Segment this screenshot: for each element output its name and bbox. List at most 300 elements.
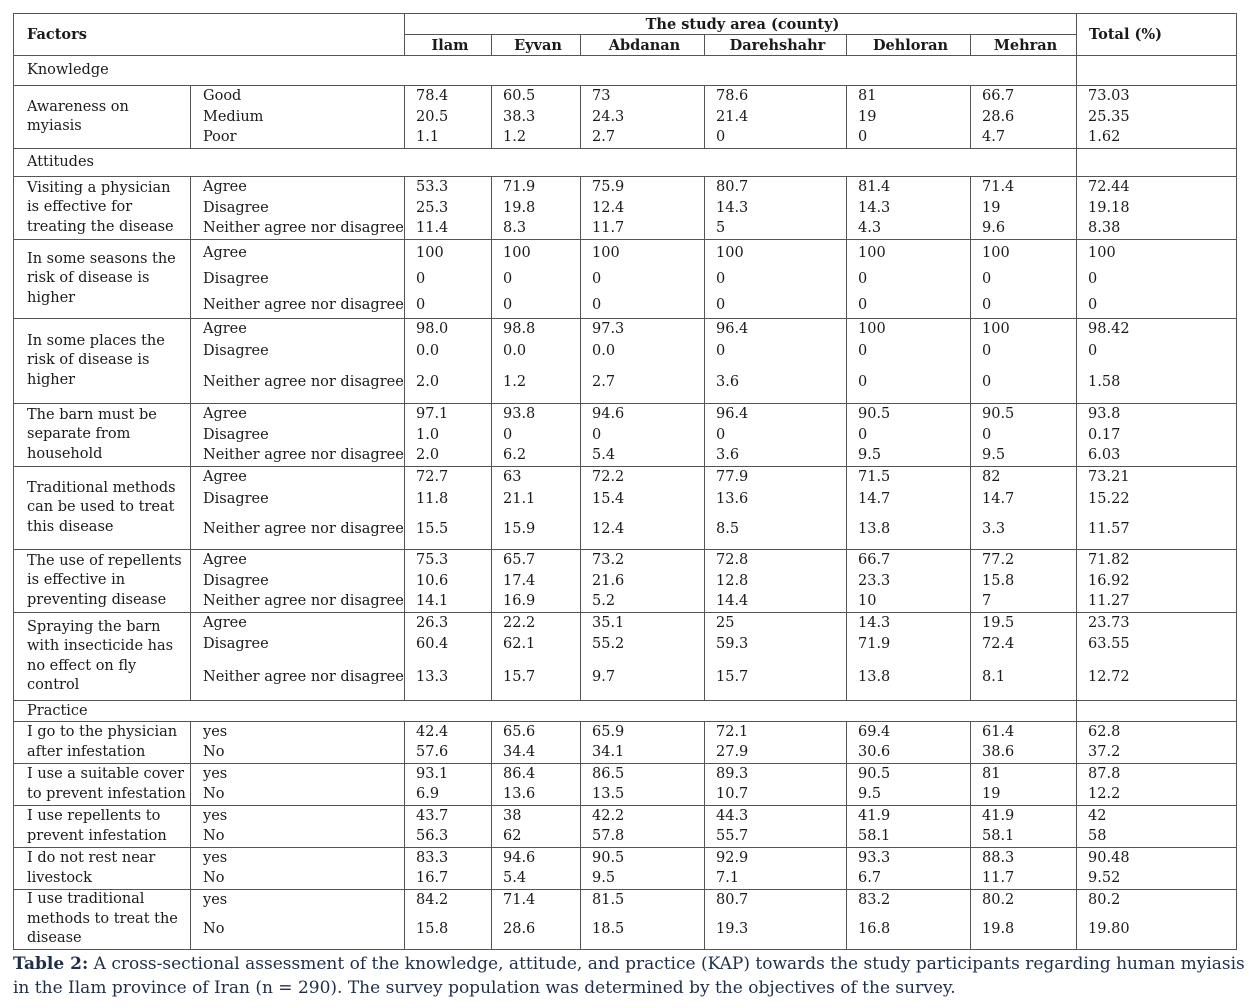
value-cell: 93.8 — [492, 404, 581, 425]
response-level: yes — [191, 806, 405, 827]
value-cell: 21.1 — [492, 489, 581, 511]
value-cell: 71.4 — [971, 177, 1077, 198]
total-cell: 16.92 — [1077, 571, 1237, 592]
response-level: Agree — [191, 177, 405, 198]
value-cell: 66.7 — [847, 550, 971, 571]
value-cell: 100 — [405, 240, 492, 267]
value-cell: 0 — [971, 363, 1077, 404]
response-level: Neither agree nor disagree — [191, 511, 405, 550]
caption-label: Table 2: — [13, 954, 89, 974]
factor-label: I use repellents to prevent infestation — [14, 806, 191, 848]
value-cell: 57.6 — [405, 743, 492, 764]
value-cell: 8.3 — [492, 219, 581, 240]
table-row — [14, 743, 1237, 764]
value-cell: 24.3 — [581, 107, 705, 128]
value-cell: 16.8 — [847, 911, 971, 950]
value-cell: 0 — [971, 293, 1077, 319]
value-cell: 72.8 — [705, 550, 847, 571]
value-cell: 41.9 — [847, 806, 971, 827]
total-cell: 87.8 — [1077, 764, 1237, 785]
total-cell: 1.58 — [1077, 363, 1237, 404]
study-area-header: The study area (county) — [405, 14, 1077, 35]
value-cell: 100 — [705, 240, 847, 267]
value-cell: 53.3 — [405, 177, 492, 198]
response-level: Disagree — [191, 425, 405, 446]
value-cell: 19 — [971, 198, 1077, 219]
value-cell: 100 — [847, 319, 971, 341]
factor-label: Traditional methods can be used to treat this disease — [14, 467, 191, 550]
value-cell: 55.2 — [581, 634, 705, 655]
value-cell: 10.7 — [705, 785, 847, 806]
response-level: Neither agree nor disagree — [191, 592, 405, 613]
value-cell: 86.5 — [581, 764, 705, 785]
value-cell: 42.4 — [405, 722, 492, 743]
value-cell: 13.3 — [405, 655, 492, 701]
response-level: yes — [191, 890, 405, 911]
value-cell: 71.9 — [492, 177, 581, 198]
value-cell: 3.3 — [971, 511, 1077, 550]
value-cell: 14.3 — [705, 198, 847, 219]
table-row — [14, 177, 1237, 198]
total-cell: 0 — [1077, 267, 1237, 293]
value-cell: 8.1 — [971, 655, 1077, 701]
caption-text: A cross-sectional assessment of the knowledge, attitude, and practice (KAP) towards the study participants regarding human myiasis in the Ilam province of Iran (n = 290). The survey population was determined by the objectives of the survey. — [13, 954, 1245, 998]
value-cell: 25.3 — [405, 198, 492, 219]
factor-label: I do not rest near livestock — [14, 848, 191, 890]
response-level: Disagree — [191, 198, 405, 219]
value-cell: 3.6 — [705, 446, 847, 467]
response-level: yes — [191, 722, 405, 743]
value-cell: 12.4 — [581, 511, 705, 550]
table-row — [14, 911, 1237, 950]
total-cell: 9.52 — [1077, 869, 1237, 890]
value-cell: 22.2 — [492, 613, 581, 634]
factor-label: The use of repellents is effective in preventing disease — [14, 550, 191, 613]
value-cell: 0 — [405, 293, 492, 319]
table-row — [14, 634, 1237, 655]
table-row — [14, 848, 1237, 869]
value-cell: 0 — [581, 267, 705, 293]
total-cell: 25.35 — [1077, 107, 1237, 128]
table-row — [14, 240, 1237, 267]
total-cell: 0 — [1077, 341, 1237, 363]
factor-label: Awareness on myiasis — [14, 86, 191, 149]
value-cell: 0 — [847, 363, 971, 404]
value-cell: 97.1 — [405, 404, 492, 425]
value-cell: 0 — [971, 341, 1077, 363]
value-cell: 16.7 — [405, 869, 492, 890]
section-title: Practice — [14, 701, 1077, 722]
value-cell: 11.4 — [405, 219, 492, 240]
total-cell: 62.8 — [1077, 722, 1237, 743]
value-cell: 72.2 — [581, 467, 705, 489]
response-level: Disagree — [191, 489, 405, 511]
value-cell: 100 — [971, 240, 1077, 267]
total-cell: 19.18 — [1077, 198, 1237, 219]
value-cell: 60.4 — [405, 634, 492, 655]
value-cell: 13.8 — [847, 511, 971, 550]
value-cell: 71.4 — [492, 890, 581, 911]
factor-label: I use traditional methods to treat the disease — [14, 890, 191, 950]
value-cell: 15.8 — [405, 911, 492, 950]
value-cell: 34.1 — [581, 743, 705, 764]
value-cell: 0 — [971, 425, 1077, 446]
value-cell: 14.3 — [847, 198, 971, 219]
table-caption — [13, 953, 1245, 1000]
value-cell: 63 — [492, 467, 581, 489]
value-cell: 4.3 — [847, 219, 971, 240]
value-cell: 96.4 — [705, 404, 847, 425]
value-cell: 38.3 — [492, 107, 581, 128]
table-row — [14, 550, 1237, 571]
response-level: Good — [191, 86, 405, 107]
value-cell: 0 — [847, 293, 971, 319]
value-cell: 72.7 — [405, 467, 492, 489]
value-cell: 0 — [971, 267, 1077, 293]
value-cell: 80.7 — [705, 890, 847, 911]
value-cell: 93.1 — [405, 764, 492, 785]
total-cell: 63.55 — [1077, 634, 1237, 655]
table-row — [14, 764, 1237, 785]
total-cell: 12.2 — [1077, 785, 1237, 806]
value-cell: 10 — [847, 592, 971, 613]
value-cell: 43.7 — [405, 806, 492, 827]
value-cell: 1.0 — [405, 425, 492, 446]
value-cell: 14.3 — [847, 613, 971, 634]
value-cell: 19.3 — [705, 911, 847, 950]
table-row — [14, 571, 1237, 592]
table-body — [14, 56, 1237, 950]
value-cell: 86.4 — [492, 764, 581, 785]
value-cell: 80.7 — [705, 177, 847, 198]
value-cell: 75.9 — [581, 177, 705, 198]
value-cell: 21.6 — [581, 571, 705, 592]
value-cell: 20.5 — [405, 107, 492, 128]
table-row — [14, 128, 1237, 149]
value-cell: 25 — [705, 613, 847, 634]
total-cell: 90.48 — [1077, 848, 1237, 869]
value-cell: 15.7 — [705, 655, 847, 701]
total-cell: 73.03 — [1077, 86, 1237, 107]
value-cell: 0 — [492, 425, 581, 446]
value-cell: 98.8 — [492, 319, 581, 341]
value-cell: 9.5 — [971, 446, 1077, 467]
value-cell: 35.1 — [581, 613, 705, 634]
total-cell: 98.42 — [1077, 319, 1237, 341]
value-cell: 14.1 — [405, 592, 492, 613]
response-level: Neither agree nor disagree — [191, 655, 405, 701]
factor-label: The barn must be separate from household — [14, 404, 191, 467]
response-level: No — [191, 743, 405, 764]
value-cell: 90.5 — [971, 404, 1077, 425]
response-level: Neither agree nor disagree — [191, 293, 405, 319]
value-cell: 0 — [847, 267, 971, 293]
value-cell: 0 — [581, 293, 705, 319]
value-cell: 96.4 — [705, 319, 847, 341]
total-cell: 15.22 — [1077, 489, 1237, 511]
value-cell: 0 — [705, 267, 847, 293]
total-cell: 42 — [1077, 806, 1237, 827]
value-cell: 65.9 — [581, 722, 705, 743]
section-row — [14, 701, 1237, 722]
value-cell: 7.1 — [705, 869, 847, 890]
value-cell: 72.4 — [971, 634, 1077, 655]
value-cell: 9.5 — [847, 446, 971, 467]
table-row — [14, 785, 1237, 806]
table-row — [14, 467, 1237, 489]
value-cell: 5.4 — [492, 869, 581, 890]
response-level: Neither agree nor disagree — [191, 363, 405, 404]
response-level: yes — [191, 848, 405, 869]
value-cell: 90.5 — [581, 848, 705, 869]
section-row — [14, 56, 1237, 86]
value-cell: 94.6 — [581, 404, 705, 425]
response-level: No — [191, 869, 405, 890]
table-row — [14, 341, 1237, 363]
value-cell: 0 — [847, 425, 971, 446]
value-cell: 0 — [705, 425, 847, 446]
value-cell: 93.3 — [847, 848, 971, 869]
value-cell: 84.2 — [405, 890, 492, 911]
value-cell: 19 — [971, 785, 1077, 806]
table-row — [14, 267, 1237, 293]
value-cell: 38 — [492, 806, 581, 827]
value-cell: 1.2 — [492, 128, 581, 149]
value-cell: 81.5 — [581, 890, 705, 911]
value-cell: 97.3 — [581, 319, 705, 341]
value-cell: 60.5 — [492, 86, 581, 107]
response-level: No — [191, 785, 405, 806]
value-cell: 5.2 — [581, 592, 705, 613]
value-cell: 0.0 — [581, 341, 705, 363]
total-cell: 72.44 — [1077, 177, 1237, 198]
total-cell: 0.17 — [1077, 425, 1237, 446]
value-cell: 80.2 — [971, 890, 1077, 911]
value-cell: 69.4 — [847, 722, 971, 743]
table-row — [14, 319, 1237, 341]
value-cell: 0 — [492, 293, 581, 319]
value-cell: 90.5 — [847, 764, 971, 785]
response-level: Agree — [191, 613, 405, 634]
value-cell: 88.3 — [971, 848, 1077, 869]
response-level: Disagree — [191, 571, 405, 592]
value-cell: 14.7 — [971, 489, 1077, 511]
value-cell: 100 — [581, 240, 705, 267]
value-cell: 94.6 — [492, 848, 581, 869]
section-title: Knowledge — [14, 56, 1077, 86]
section-title: Attitudes — [14, 149, 1077, 177]
value-cell: 83.2 — [847, 890, 971, 911]
value-cell: 58.1 — [971, 827, 1077, 848]
value-cell: 55.7 — [705, 827, 847, 848]
value-cell: 38.6 — [971, 743, 1077, 764]
response-level: Agree — [191, 404, 405, 425]
total-cell: 58 — [1077, 827, 1237, 848]
value-cell: 66.7 — [971, 86, 1077, 107]
total-cell: 71.82 — [1077, 550, 1237, 571]
value-cell: 81.4 — [847, 177, 971, 198]
value-cell: 4.7 — [971, 128, 1077, 149]
value-cell: 17.4 — [492, 571, 581, 592]
total-cell: 0 — [1077, 293, 1237, 319]
response-level: Agree — [191, 319, 405, 341]
value-cell: 11.7 — [581, 219, 705, 240]
value-cell: 13.5 — [581, 785, 705, 806]
section-total-blank — [1077, 701, 1237, 722]
value-cell: 100 — [492, 240, 581, 267]
factor-label: In some places the risk of disease is higher — [14, 319, 191, 404]
value-cell: 16.9 — [492, 592, 581, 613]
value-cell: 12.8 — [705, 571, 847, 592]
total-cell: 12.72 — [1077, 655, 1237, 701]
value-cell: 5 — [705, 219, 847, 240]
value-cell: 57.8 — [581, 827, 705, 848]
total-cell: 1.62 — [1077, 128, 1237, 149]
response-level: Agree — [191, 467, 405, 489]
total-cell: 6.03 — [1077, 446, 1237, 467]
value-cell: 2.7 — [581, 363, 705, 404]
table-row — [14, 827, 1237, 848]
value-cell: 6.9 — [405, 785, 492, 806]
value-cell: 19.8 — [971, 911, 1077, 950]
value-cell: 78.4 — [405, 86, 492, 107]
value-cell: 13.6 — [705, 489, 847, 511]
county-header-dehloran: Dehloran — [847, 35, 971, 56]
value-cell: 62.1 — [492, 634, 581, 655]
value-cell: 6.7 — [847, 869, 971, 890]
county-header-darehshahr: Darehshahr — [705, 35, 847, 56]
table-row — [14, 489, 1237, 511]
factors-header: Factors — [14, 14, 405, 56]
value-cell: 100 — [971, 319, 1077, 341]
table-row — [14, 363, 1237, 404]
value-cell: 0 — [705, 128, 847, 149]
response-level: Poor — [191, 128, 405, 149]
table-row — [14, 655, 1237, 701]
kap-table — [13, 13, 1237, 950]
county-header-abdanan: Abdanan — [581, 35, 705, 56]
section-row — [14, 149, 1237, 177]
value-cell: 15.9 — [492, 511, 581, 550]
response-level: Agree — [191, 240, 405, 267]
value-cell: 72.1 — [705, 722, 847, 743]
response-level: Neither agree nor disagree — [191, 446, 405, 467]
value-cell: 58.1 — [847, 827, 971, 848]
value-cell: 82 — [971, 467, 1077, 489]
value-cell: 77.2 — [971, 550, 1077, 571]
value-cell: 73.2 — [581, 550, 705, 571]
total-cell: 19.80 — [1077, 911, 1237, 950]
value-cell: 100 — [847, 240, 971, 267]
value-cell: 9.6 — [971, 219, 1077, 240]
value-cell: 92.9 — [705, 848, 847, 869]
total-cell: 11.57 — [1077, 511, 1237, 550]
value-cell: 0 — [705, 293, 847, 319]
value-cell: 28.6 — [492, 911, 581, 950]
value-cell: 42.2 — [581, 806, 705, 827]
value-cell: 9.5 — [847, 785, 971, 806]
total-cell: 8.38 — [1077, 219, 1237, 240]
value-cell: 81 — [847, 86, 971, 107]
response-level: Disagree — [191, 341, 405, 363]
table-row — [14, 511, 1237, 550]
response-level: Disagree — [191, 634, 405, 655]
value-cell: 73 — [581, 86, 705, 107]
value-cell: 77.9 — [705, 467, 847, 489]
table-row — [14, 404, 1237, 425]
response-level: No — [191, 827, 405, 848]
value-cell: 15.8 — [971, 571, 1077, 592]
county-header-ilam: Ilam — [405, 35, 492, 56]
factor-label: In some seasons the risk of disease is higher — [14, 240, 191, 319]
value-cell: 0.0 — [492, 341, 581, 363]
table-row — [14, 869, 1237, 890]
value-cell: 78.6 — [705, 86, 847, 107]
value-cell: 1.1 — [405, 128, 492, 149]
value-cell: 90.5 — [847, 404, 971, 425]
value-cell: 81 — [971, 764, 1077, 785]
value-cell: 0 — [492, 267, 581, 293]
value-cell: 61.4 — [971, 722, 1077, 743]
total-cell: 37.2 — [1077, 743, 1237, 764]
table-row — [14, 890, 1237, 911]
table-row — [14, 722, 1237, 743]
table-row — [14, 107, 1237, 128]
value-cell: 21.4 — [705, 107, 847, 128]
value-cell: 13.6 — [492, 785, 581, 806]
value-cell: 18.5 — [581, 911, 705, 950]
value-cell: 30.6 — [847, 743, 971, 764]
value-cell: 14.7 — [847, 489, 971, 511]
value-cell: 0 — [705, 341, 847, 363]
response-level: No — [191, 911, 405, 950]
value-cell: 98.0 — [405, 319, 492, 341]
value-cell: 0 — [847, 341, 971, 363]
value-cell: 71.9 — [847, 634, 971, 655]
value-cell: 2.0 — [405, 363, 492, 404]
value-cell: 27.9 — [705, 743, 847, 764]
value-cell: 11.8 — [405, 489, 492, 511]
value-cell: 56.3 — [405, 827, 492, 848]
response-level: Disagree — [191, 267, 405, 293]
table-row — [14, 293, 1237, 319]
value-cell: 2.7 — [581, 128, 705, 149]
value-cell: 19.5 — [971, 613, 1077, 634]
value-cell: 59.3 — [705, 634, 847, 655]
value-cell: 1.2 — [492, 363, 581, 404]
factor-label: I use a suitable cover to prevent infestation — [14, 764, 191, 806]
value-cell: 34.4 — [492, 743, 581, 764]
table-row — [14, 592, 1237, 613]
value-cell: 12.4 — [581, 198, 705, 219]
total-cell: 23.73 — [1077, 613, 1237, 634]
county-header-mehran: Mehran — [971, 35, 1077, 56]
value-cell: 89.3 — [705, 764, 847, 785]
value-cell: 9.7 — [581, 655, 705, 701]
value-cell: 26.3 — [405, 613, 492, 634]
value-cell: 65.6 — [492, 722, 581, 743]
section-total-blank — [1077, 56, 1237, 86]
table-row — [14, 425, 1237, 446]
value-cell: 0 — [847, 128, 971, 149]
response-level: Medium — [191, 107, 405, 128]
table-row — [14, 198, 1237, 219]
value-cell: 15.7 — [492, 655, 581, 701]
value-cell: 62 — [492, 827, 581, 848]
value-cell: 23.3 — [847, 571, 971, 592]
response-level: Neither agree nor disagree — [191, 219, 405, 240]
response-level: yes — [191, 764, 405, 785]
